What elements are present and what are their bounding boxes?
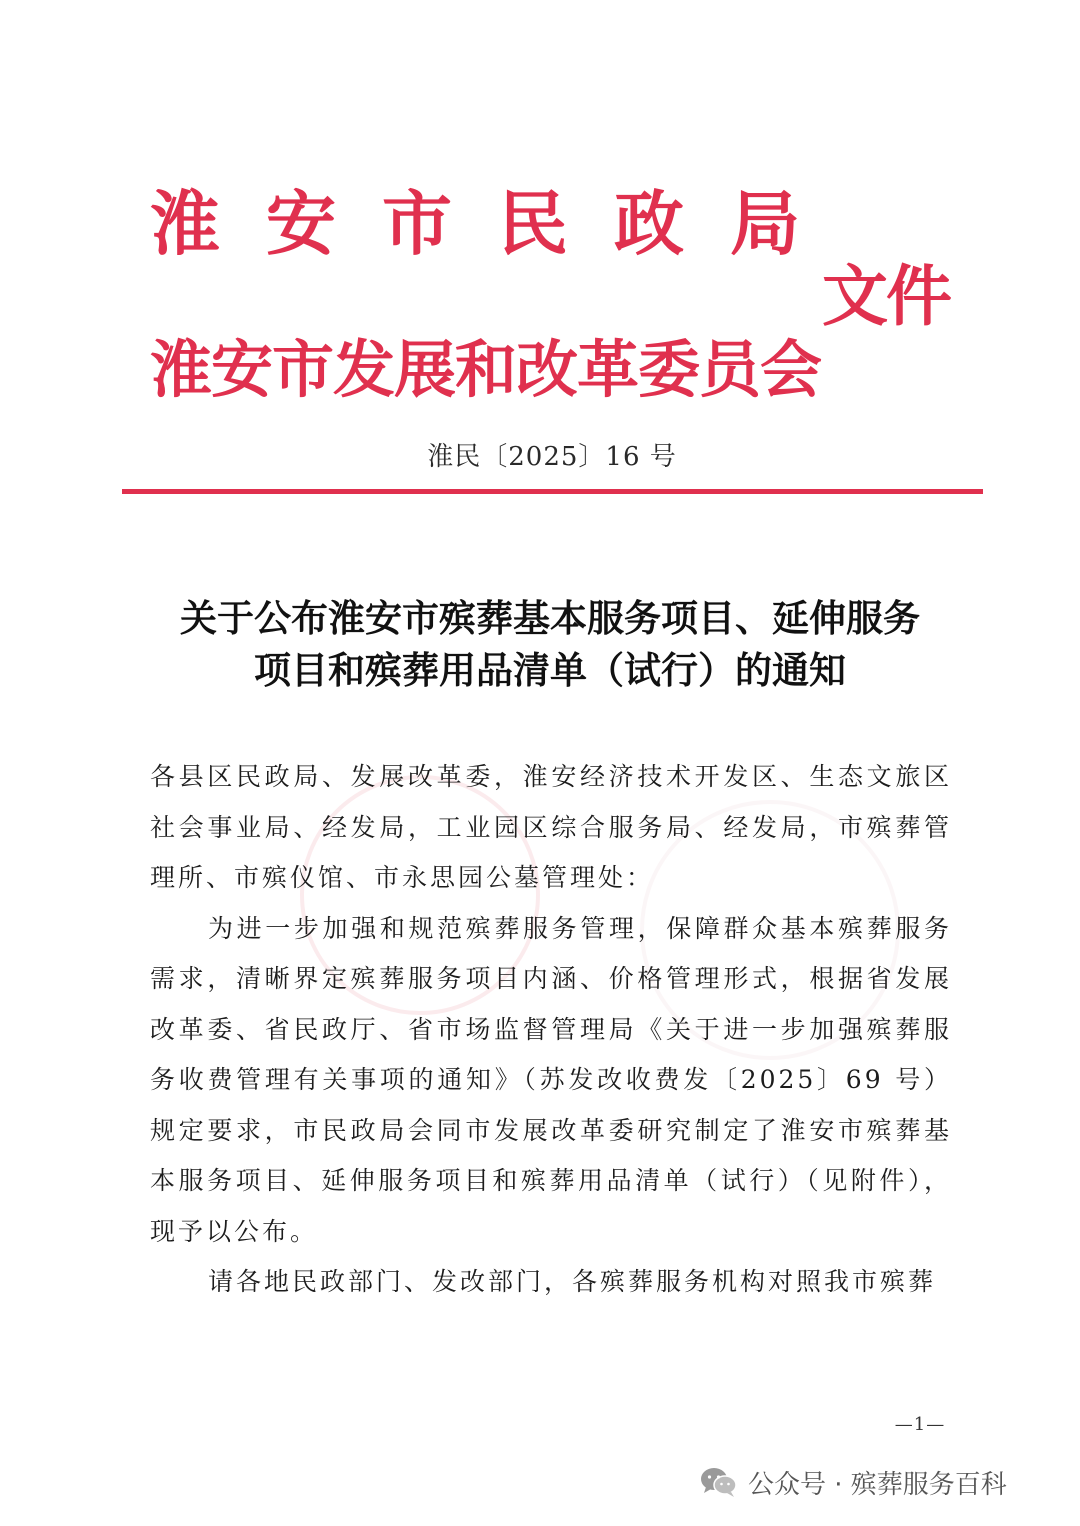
notice-body [150,752,952,1308]
recipients-paragraph: 各县区民政局、发展改革委，淮安经济技术开发区、生态文旅区社会事业局、经发局，工业园区综合服务局、经发局，市殡葬管理所、市殡仪馆、市永思园公墓管理处： [150,762,952,892]
document-number: 淮民〔2025〕16 号 [427,442,677,472]
notice-title-line-2: 项目和殡葬用品清单（试行）的通知 [254,648,846,692]
body-paragraph-2: 请各地民政部门、发改部门，各殡葬服务机构对照我市殡葬 [208,1267,937,1296]
issuer-civil-affairs-bureau: 淮安市民政局 [150,182,846,265]
body-paragraph-1: 为进一步加强和规范殡葬服务管理，保障群众基本殡葬服务需求，清晰界定殡葬服务项目内涵、价格管理形式，根据省发展改革委、省民政厅、省市场监督管理局《关于进一步加强殡葬服务收费管理有关事项的通知》（苏发改收费发〔2025〕69 号）规定要求，市民政局会同市发展改革委研究制定了淮安市殡葬基本服务项目、延伸服务项目和殡葬用品清单（试行）（见附件），现予以公布。 [150,913,952,1246]
page-number: —1— [894,1414,946,1435]
notice-title [120,592,980,696]
red-divider-line [122,489,983,494]
document-word: 文件 [822,257,950,335]
notice-title-line-1: 关于公布淮安市殡葬基本服务项目、延伸服务 [180,596,920,640]
watermark-text: 公众号 · 殡葬服务百科 [748,1469,1007,1500]
wechat-icon [700,1466,738,1498]
issuer-development-reform-commission: 淮安市发展和改革委员会 [150,333,822,406]
wechat-watermark [700,1462,1007,1502]
